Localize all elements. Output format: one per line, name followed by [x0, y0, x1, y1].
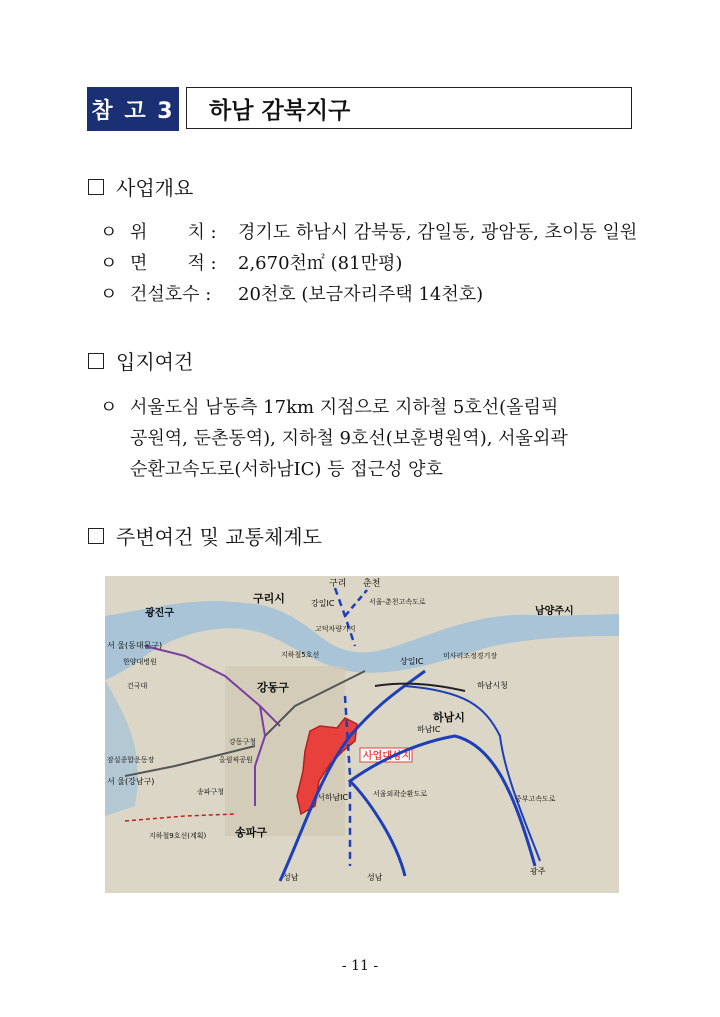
paragraph-line: 서울도심 남동측 17km 지점으로 지하철 5호선(올림픽 — [130, 397, 559, 418]
paragraph-line: 공원역, 둔촌동역), 지하철 9호선(보훈병원역), 서울외곽 — [130, 428, 568, 449]
map-label: 지하철5호선 — [281, 651, 320, 659]
map-label: 서울-춘천고속도로 — [369, 598, 426, 606]
page-title: 하남 감북지구 — [186, 87, 632, 129]
map-label: 송파구 — [235, 826, 267, 839]
item-value: 2,670천㎡ (81만평) — [238, 253, 403, 274]
map-label: 강동구청 — [229, 738, 257, 746]
map-label: 건국대 — [127, 682, 148, 690]
transport-map — [105, 576, 619, 893]
list-item — [100, 218, 637, 244]
map-label: 성남 — [283, 873, 299, 882]
section-title: 입지여건 — [116, 350, 194, 374]
map-label: 하남시청 — [477, 681, 508, 690]
map-label: 미사리조정경기장 — [443, 652, 498, 660]
bullet-circle-icon: ㅇ — [100, 222, 118, 243]
map-label: 한양대병원 — [123, 658, 157, 666]
map-label: 고덕차량기지 — [315, 625, 356, 633]
checkbox-square-icon — [88, 179, 104, 195]
map-label: 춘천 — [363, 579, 381, 589]
map-label: 올림픽공원 — [219, 756, 253, 764]
map-label: 구리시 — [253, 592, 285, 605]
bullet-circle-icon: ㅇ — [100, 253, 118, 274]
map-label: 지하철9호선(계획) — [149, 832, 207, 840]
map-label: 하남시 — [433, 711, 465, 724]
map-label: 광주 — [530, 867, 546, 876]
list-item — [100, 249, 402, 275]
map-label: 서 울(동대문구) — [107, 641, 163, 650]
map-label: 잠실종합운동장 — [107, 756, 155, 764]
map-label: 강동구 — [257, 681, 289, 694]
item-value: 경기도 하남시 감북동, 감일동, 광암동, 초이동 일원 — [238, 222, 638, 243]
target-label: 사업대상지 — [363, 751, 412, 762]
section-transport — [88, 521, 322, 550]
checkbox-square-icon — [88, 528, 104, 544]
map-label: 서하남IC — [317, 793, 349, 802]
map-label: 서 울(강남구) — [107, 777, 155, 786]
bullet-circle-icon: ㅇ — [100, 397, 118, 418]
section-title: 사업개요 — [116, 176, 194, 200]
map-label: 구리 — [329, 579, 347, 589]
item-value: 20천호 (보금자리주택 14천호) — [238, 284, 484, 305]
list-item — [100, 280, 483, 306]
item-label: 건설호수 : — [130, 284, 212, 305]
section-title: 주변여건 및 교통체계도 — [116, 525, 322, 549]
item-label: 면 적 : — [130, 253, 217, 274]
location-paragraph — [100, 392, 640, 485]
map-label: 서울외곽순환도로 — [373, 790, 428, 798]
map-label: 남양주시 — [535, 606, 574, 617]
bullet-circle-icon: ㅇ — [100, 284, 118, 305]
map-label: 광진구 — [145, 608, 174, 619]
map-label: 상일IC — [400, 657, 424, 666]
item-label: 위 치 : — [130, 222, 217, 243]
map-label: 중부고속도로 — [515, 795, 556, 803]
section-location — [88, 346, 193, 375]
reference-badge: 참 고 3 — [87, 87, 179, 131]
section-business-overview — [88, 172, 193, 201]
map-label: 송파구청 — [197, 788, 225, 796]
map-label: 하남IC — [417, 725, 441, 734]
checkbox-square-icon — [88, 353, 104, 369]
paragraph-line: 순환고속도로(서하남IC) 등 접근성 양호 — [130, 459, 443, 480]
map-label: 성남 — [367, 873, 383, 882]
page-number: - 11 - — [341, 958, 379, 974]
map-label: 강일IC — [311, 599, 335, 608]
